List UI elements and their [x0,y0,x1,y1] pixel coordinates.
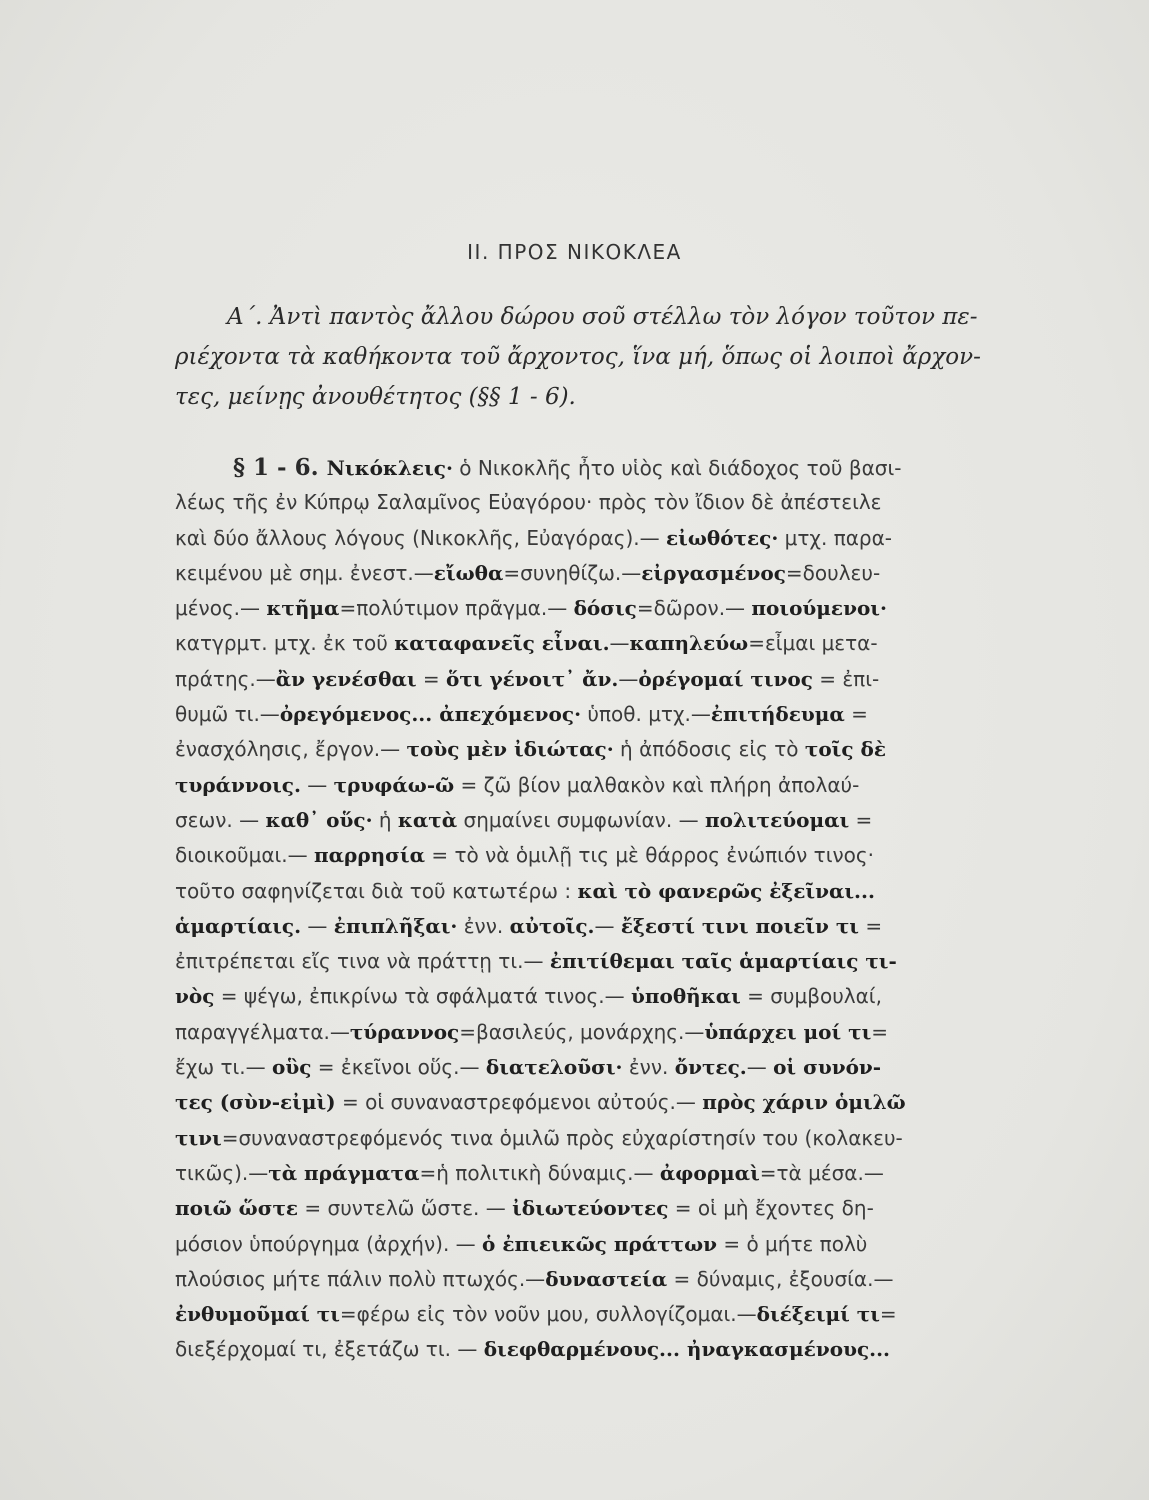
gloss-text: παραγγέλματα.— [175,1019,350,1044]
commentary-line [175,485,1025,520]
gloss-text: =βασιλεύς, μονάρχης.— [459,1019,705,1044]
gloss-text: = ὁ μήτε πολὺ [716,1231,868,1256]
headword: Νικόκλεις· [326,456,453,480]
gloss-text: ἡ [372,807,398,832]
gloss-text: =ἡ πολιτικὴ δύναμις.— [419,1160,660,1185]
headword: ποιῶ ὥστε [175,1196,299,1221]
gloss-text: = ἐκεῖνοι οὕς.— [311,1055,486,1080]
headword: κτῆμα [266,596,340,621]
commentary-line-text [175,1121,903,1156]
commentary-line [175,1050,1025,1085]
commentary-line [175,1191,1025,1226]
headword: τρυφάω-ῶ [333,772,455,797]
headword: καὶ τὸ φανερῶς ἐξεῖναι... [577,878,875,903]
commentary-line [175,768,1025,803]
commentary-line [175,450,1025,485]
gloss-text: = [849,807,873,832]
gloss-text: = [844,702,868,727]
headword: ἐνθυμοῦμαί τι [175,1302,340,1327]
headword: τες (σὺν-εἰμὶ) [175,1090,336,1115]
commentary-line [175,521,1025,556]
commentary-line [175,732,1025,767]
gloss-text: = [871,1019,889,1044]
commentary-line-text [175,874,875,909]
headword: οὓς [272,1055,312,1080]
gloss-text: =συναναστρεφόμενός τινα ὁμιλῶ πρὸς εὐχαρίστησίν του (κολακευ- [221,1125,903,1150]
summary-paragraph [175,297,1015,417]
headword: ἰδιωτεύοντες [512,1196,669,1221]
gloss-text: =εἶμαι μετα- [748,631,878,656]
headword: ὅτι γένοιτ᾽ ἄν. [446,666,619,691]
gloss-text: = συντελῶ ὥστε. — [298,1196,513,1221]
gloss-text: = τὸ νὰ ὁμιλῇ τις μὲ θάρρος ἐνώπιόν τινος· [425,843,874,868]
gloss-text: =φέρω εἰς τὸν νοῦν μου, συλλογίζομαι.— [339,1302,757,1327]
gloss-text: ὑποθ. μτχ.— [581,702,711,727]
commentary-line [175,1297,1025,1332]
commentary-line [175,979,1025,1014]
gloss-text: — [300,772,334,797]
commentary-line [175,591,1025,626]
commentary-line [175,1015,1025,1050]
gloss-text: ἐπιτρέπεται εἴς τινα νὰ πράττῃ τι.— [175,949,550,974]
headword: διεφθαρμένους... ἠναγκασμένους... [483,1337,891,1362]
commentary-line-text [175,732,886,767]
commentary-line-text [175,1156,884,1191]
commentary-line-text [175,626,878,661]
commentary-line [175,944,1025,979]
headword: καθ᾽ οὕς· [265,807,373,832]
gloss-text: =δουλευ- [785,560,881,585]
headword: τοὺς μὲν ἰδιώτας· [406,737,614,762]
headword: ὑπάρχει μοί τι [704,1019,872,1044]
gloss-text: =πολύτιμον πρᾶγμα.— [339,596,574,621]
commentary-line-text [175,1332,890,1367]
commentary-line [175,556,1025,591]
commentary-line-text [175,697,868,732]
headword: πολιτεύομαι [704,807,850,832]
commentary-line-text [175,1050,881,1085]
headword: διέξειμί τι [756,1302,880,1327]
headword: ἐπιπλῆξαι· [333,913,458,938]
headword: καταφανεῖς εἶναι. [394,631,610,656]
commentary-line-text [175,662,879,697]
commentary-line [175,1156,1025,1191]
commentary-line-text [175,838,874,873]
gloss-text: — [609,631,630,656]
headword: ὁ ἐπιεικῶς πράττων [482,1231,717,1256]
gloss-text: — [594,913,621,938]
commentary-line [175,1332,1025,1367]
commentary-line [175,662,1025,697]
gloss-text: ἐνν. [622,1055,675,1080]
gloss-text: = [879,1302,897,1327]
commentary-line-text [175,1297,897,1332]
commentary-line [175,803,1025,838]
commentary-line [175,838,1025,873]
commentary-line-text [233,450,901,486]
commentary-paragraph [175,450,1025,1368]
commentary-line-text [175,979,882,1014]
commentary-line [175,1227,1025,1262]
headword: παρρησία [314,843,425,868]
headword: ἂν γενέσθαι [275,666,417,691]
gloss-text: μένος.— [175,596,267,621]
gloss-text: τικῶς).— [175,1160,269,1185]
commentary-line-text [175,591,887,626]
headword: ὀρεγόμενος... ἀπεχόμενος· [279,702,582,727]
gloss-text: ἔχω τι.— [175,1055,272,1080]
headword: ὄντες. [674,1055,747,1080]
headword: ἔξεστί τινι ποιεῖν τι [620,913,859,938]
headword: τοῖς δὲ [804,737,886,762]
commentary-line-text [175,556,880,591]
headword: τινι [175,1125,222,1150]
headword: ἁμαρτίαις. [175,913,302,938]
commentary-line [175,1262,1025,1297]
gloss-text: = συμβουλαί, [740,984,882,1009]
gloss-text: =τὰ μέσα.— [759,1160,884,1185]
headword: διατελοῦσι· [485,1055,623,1080]
gloss-text: =δῶρον.— [636,596,752,621]
commentary-line [175,697,1025,732]
gloss-text: = οἱ συναναστρεφόμενοι αὐτούς.— [335,1090,703,1115]
gloss-text: — [618,666,639,691]
commentary-line [175,1085,1025,1120]
gloss-text: θυμῶ τι.— [175,702,280,727]
gloss-text: = ψέγω, ἐπικρίνω τὰ σφάλματά τινος.— [214,984,631,1009]
commentary-line-text [175,485,881,520]
gloss-text: κατγρμτ. μτχ. ἐκ τοῦ [175,631,395,656]
gloss-text: ἐνασχόλησις, ἔργον.— [175,737,407,762]
gloss-text: σεων. — [175,807,266,832]
headword: καπηλεύω [629,631,749,656]
commentary-line-text [175,1015,888,1050]
commentary-line [175,909,1025,944]
gloss-text: κειμένου μὲ σημ. ἐνεστ.— [175,560,434,585]
headword: § 1 - 6. [233,454,327,481]
gloss-text: ἐνν. [457,913,510,938]
gloss-text: λέως τῆς ἐν Κύπρῳ Σαλαμῖνος Εὐαγόρου· πρὸς τὸν ἴδιον δὲ ἀπέστειλε [175,490,882,515]
commentary-line-text [175,944,897,979]
headword: ὑποθῆκαι [630,984,741,1009]
commentary-line-text [175,521,892,556]
commentary-line [175,626,1025,661]
headword: τύραννος [349,1019,460,1044]
gloss-text: = [858,913,883,938]
headword: νὸς [175,984,215,1009]
gloss-text: καὶ δύο ἄλλους λόγους (Νικοκλῆς, Εὐαγόρας).— [175,525,666,550]
headword: οἱ συνόν- [773,1055,882,1080]
commentary-line-text [175,803,872,838]
headword: δόσις [573,596,637,621]
gloss-text: ἡ ἀπόδοσις εἰς τὸ [613,737,805,762]
gloss-text: διεξέρχομαί τι, ἐξετάζω τι. — [175,1337,484,1362]
commentary-line [175,1121,1025,1156]
page-title: II. ΠΡΟΣ ΝΙΚΟΚΛΕΑ [467,240,682,264]
headword: εἰργασμένος [641,560,786,585]
gloss-text: — [746,1055,774,1080]
headword: κατὰ [397,807,458,832]
commentary-line-text [175,1262,893,1297]
headword: εἴωθα [433,560,504,585]
commentary-line-text [175,1085,906,1120]
headword: δυναστεία [545,1266,668,1291]
commentary-line [175,874,1025,909]
commentary-line-text [175,1191,874,1226]
gloss-text: μτχ. παρα- [778,525,893,550]
headword: ἐπιτίθεμαι ταῖς ἁμαρτίαις τι- [549,949,897,974]
gloss-text: = [416,666,446,691]
headword: ἀφορμαὶ [659,1160,760,1185]
headword: τυράννοις. [175,772,301,797]
gloss-text: σημαίνει συμφωνίαν. — [457,807,705,832]
gloss-text: τοῦτο σαφηνίζεται διὰ τοῦ κατωτέρω : [175,878,578,903]
commentary-line-text [175,1227,867,1262]
gloss-text: πλούσιος μήτε πάλιν πολὺ πτωχός.— [175,1266,546,1291]
gloss-text: = οἱ μὴ ἔχοντες δη- [668,1196,874,1221]
headword: εἰωθότες· [665,525,779,550]
headword: αὐτοῖς. [509,913,595,938]
summary-line: Α΄. Ἀντὶ παντὸς ἄλλου δώρου σοῦ στέλλω τὸν λόγον τοῦτον πε- [227,304,978,330]
commentary-line-text [175,768,859,803]
gloss-text: μόσιον ὑπούργημα (ἀρχήν). — [175,1231,483,1256]
gloss-text: — [301,913,334,938]
summary-line: τες, μείνῃς ἀνουθέτητος (§§ 1 - 6). [175,384,576,410]
gloss-text: πράτης.— [175,666,276,691]
headword: τὰ πράγματα [268,1160,420,1185]
gloss-text: = ἐπι- [812,666,880,691]
headword: ὀρέγομαί τινος [638,666,813,691]
headword: πρὸς χάριν ὁμιλῶ [702,1090,906,1115]
gloss-text: = ζῶ βίον μαλθακὸν καὶ πλήρη ἀπολαύ- [454,772,860,797]
gloss-text: = δύναμις, ἐξουσία.— [667,1266,894,1291]
commentary-line-text [175,909,882,944]
gloss-text: διοικοῦμαι.— [175,843,314,868]
gloss-text: ὁ Νικοκλῆς ἦτο υἱὸς καὶ διάδοχος τοῦ βασι- [452,456,902,480]
headword: ποιούμενοι· [751,596,887,621]
headword: ἐπιτήδευμα [710,702,845,727]
gloss-text: =συνηθίζω.— [503,560,642,585]
summary-line: ριέχοντα τὰ καθήκοντα τοῦ ἄρχοντος, ἵνα μή, ὅπως οἱ λοιποὶ ἄρχον- [175,344,981,370]
